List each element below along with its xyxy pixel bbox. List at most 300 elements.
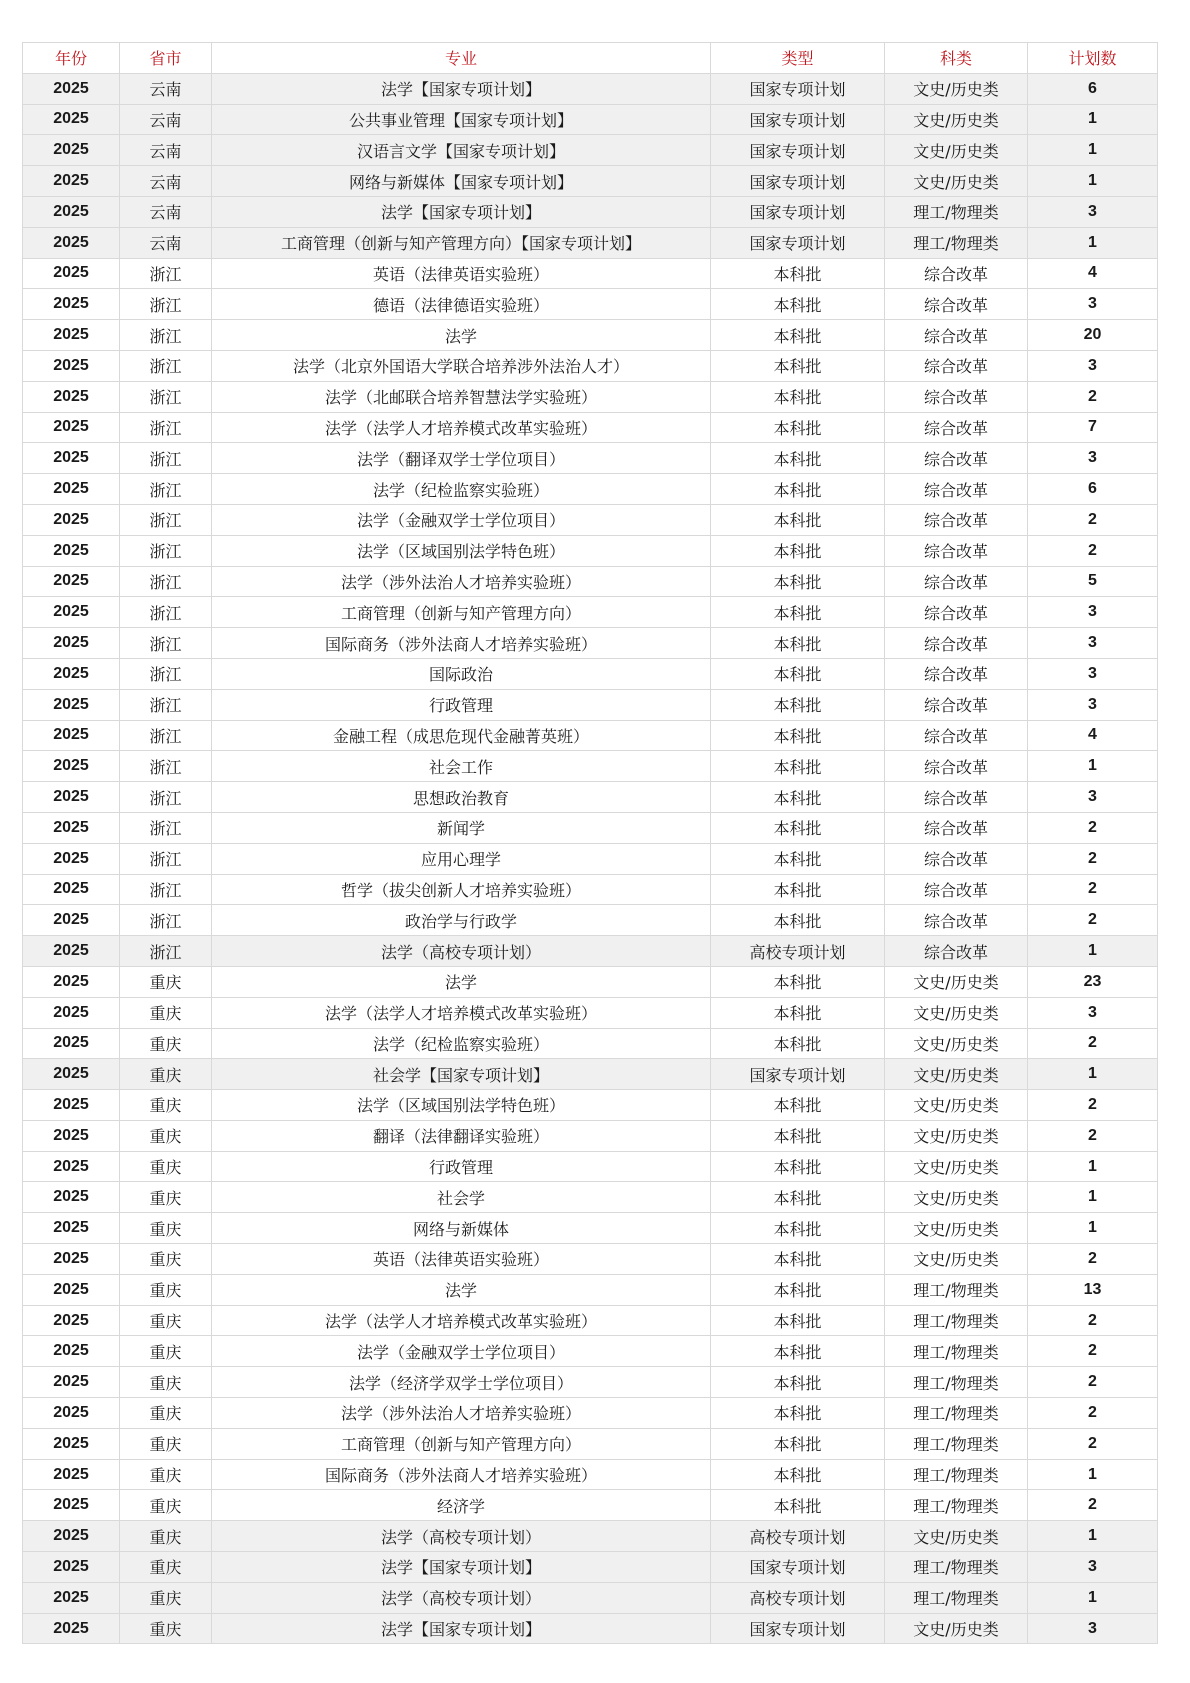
table-row (23, 720, 1158, 751)
cell-plan-count: 1 (1028, 751, 1158, 782)
cell-year: 2025 (23, 1459, 120, 1490)
cell-major: 法学 (212, 1274, 711, 1305)
cell-major: 行政管理 (212, 1151, 711, 1182)
cell-category: 综合改革 (885, 381, 1028, 412)
cell-year: 2025 (23, 1213, 120, 1244)
cell-year: 2025 (23, 720, 120, 751)
cell-major: 政治学与行政学 (212, 905, 711, 936)
cell-type: 高校专项计划 (711, 936, 885, 967)
cell-category: 文史/历史类 (885, 1028, 1028, 1059)
cell-type: 国家专项计划 (711, 1613, 885, 1644)
cell-major: 法学【国家专项计划】 (212, 1552, 711, 1583)
header-row (23, 43, 1158, 74)
cell-year: 2025 (23, 1059, 120, 1090)
table-row (23, 258, 1158, 289)
cell-category: 综合改革 (885, 258, 1028, 289)
cell-type: 国家专项计划 (711, 73, 885, 104)
cell-type: 本科批 (711, 874, 885, 905)
cell-province: 重庆 (120, 1582, 212, 1613)
cell-major: 经济学 (212, 1490, 711, 1521)
cell-province: 浙江 (120, 474, 212, 505)
cell-major: 社会学【国家专项计划】 (212, 1059, 711, 1090)
cell-category: 理工/物理类 (885, 1367, 1028, 1398)
cell-major: 德语（法律德语实验班） (212, 289, 711, 320)
cell-category: 理工/物理类 (885, 1274, 1028, 1305)
cell-major: 法学（法学人才培养模式改革实验班） (212, 997, 711, 1028)
cell-type: 本科批 (711, 997, 885, 1028)
cell-type: 国家专项计划 (711, 135, 885, 166)
table-row (23, 1244, 1158, 1275)
cell-category: 文史/历史类 (885, 966, 1028, 997)
table-row (23, 566, 1158, 597)
table-body (23, 73, 1158, 1644)
cell-year: 2025 (23, 1398, 120, 1429)
cell-province: 浙江 (120, 350, 212, 381)
cell-type: 本科批 (711, 1182, 885, 1213)
cell-type: 本科批 (711, 566, 885, 597)
cell-type: 国家专项计划 (711, 104, 885, 135)
cell-year: 2025 (23, 535, 120, 566)
cell-plan-count: 1 (1028, 227, 1158, 258)
cell-province: 浙江 (120, 720, 212, 751)
cell-major: 法学（翻译双学士学位项目） (212, 443, 711, 474)
cell-year: 2025 (23, 135, 120, 166)
table-row (23, 289, 1158, 320)
cell-plan-count: 3 (1028, 1613, 1158, 1644)
cell-type: 本科批 (711, 1090, 885, 1121)
table-row (23, 1305, 1158, 1336)
table-row (23, 1398, 1158, 1429)
cell-year: 2025 (23, 566, 120, 597)
cell-year: 2025 (23, 1244, 120, 1275)
cell-year: 2025 (23, 443, 120, 474)
cell-major: 法学（纪检监察实验班） (212, 1028, 711, 1059)
cell-major: 法学 (212, 966, 711, 997)
cell-plan-count: 6 (1028, 73, 1158, 104)
cell-plan-count: 23 (1028, 966, 1158, 997)
cell-category: 文史/历史类 (885, 997, 1028, 1028)
cell-category: 理工/物理类 (885, 1305, 1028, 1336)
cell-major: 汉语言文学【国家专项计划】 (212, 135, 711, 166)
cell-plan-count: 3 (1028, 597, 1158, 628)
cell-year: 2025 (23, 843, 120, 874)
cell-province: 重庆 (120, 1521, 212, 1552)
cell-province: 重庆 (120, 1059, 212, 1090)
cell-category: 理工/物理类 (885, 196, 1028, 227)
cell-major: 英语（法律英语实验班） (212, 258, 711, 289)
cell-province: 重庆 (120, 1244, 212, 1275)
cell-province: 重庆 (120, 1274, 212, 1305)
cell-major: 应用心理学 (212, 843, 711, 874)
cell-category: 文史/历史类 (885, 1213, 1028, 1244)
table-row (23, 227, 1158, 258)
cell-plan-count: 1 (1028, 1521, 1158, 1552)
cell-major: 社会学 (212, 1182, 711, 1213)
cell-plan-count: 2 (1028, 812, 1158, 843)
cell-province: 浙江 (120, 381, 212, 412)
cell-province: 浙江 (120, 658, 212, 689)
cell-category: 综合改革 (885, 566, 1028, 597)
cell-category: 理工/物理类 (885, 1428, 1028, 1459)
cell-major: 法学 (212, 320, 711, 351)
cell-plan-count: 2 (1028, 843, 1158, 874)
cell-type: 本科批 (711, 474, 885, 505)
cell-plan-count: 1 (1028, 1151, 1158, 1182)
cell-province: 浙江 (120, 504, 212, 535)
cell-type: 本科批 (711, 658, 885, 689)
cell-category: 综合改革 (885, 658, 1028, 689)
cell-year: 2025 (23, 1182, 120, 1213)
cell-major: 行政管理 (212, 689, 711, 720)
cell-province: 浙江 (120, 597, 212, 628)
table-row (23, 1120, 1158, 1151)
cell-year: 2025 (23, 350, 120, 381)
cell-category: 综合改革 (885, 782, 1028, 813)
cell-province: 重庆 (120, 1459, 212, 1490)
table-row (23, 751, 1158, 782)
cell-year: 2025 (23, 966, 120, 997)
cell-province: 重庆 (120, 1182, 212, 1213)
cell-province: 浙江 (120, 782, 212, 813)
cell-plan-count: 2 (1028, 1090, 1158, 1121)
cell-year: 2025 (23, 1521, 120, 1552)
cell-province: 浙江 (120, 320, 212, 351)
cell-category: 文史/历史类 (885, 1090, 1028, 1121)
cell-major: 法学（金融双学士学位项目） (212, 504, 711, 535)
cell-plan-count: 7 (1028, 412, 1158, 443)
cell-plan-count: 2 (1028, 535, 1158, 566)
cell-province: 浙江 (120, 412, 212, 443)
table-row (23, 782, 1158, 813)
cell-type: 本科批 (711, 1120, 885, 1151)
cell-type: 本科批 (711, 258, 885, 289)
cell-plan-count: 3 (1028, 689, 1158, 720)
cell-province: 重庆 (120, 1367, 212, 1398)
cell-plan-count: 2 (1028, 1490, 1158, 1521)
cell-major: 思想政治教育 (212, 782, 711, 813)
cell-plan-count: 3 (1028, 628, 1158, 659)
table-row (23, 1459, 1158, 1490)
cell-category: 文史/历史类 (885, 1182, 1028, 1213)
cell-category: 理工/物理类 (885, 1398, 1028, 1429)
cell-year: 2025 (23, 628, 120, 659)
table-row (23, 812, 1158, 843)
cell-year: 2025 (23, 504, 120, 535)
cell-plan-count: 1 (1028, 1059, 1158, 1090)
cell-type: 国家专项计划 (711, 1059, 885, 1090)
cell-category: 文史/历史类 (885, 135, 1028, 166)
table-row (23, 73, 1158, 104)
cell-category: 综合改革 (885, 628, 1028, 659)
cell-major: 英语（法律英语实验班） (212, 1244, 711, 1275)
cell-major: 工商管理（创新与知产管理方向）【国家专项计划】 (212, 227, 711, 258)
cell-year: 2025 (23, 1151, 120, 1182)
cell-major: 法学【国家专项计划】 (212, 73, 711, 104)
cell-province: 浙江 (120, 812, 212, 843)
cell-type: 本科批 (711, 1151, 885, 1182)
cell-province: 重庆 (120, 966, 212, 997)
cell-plan-count: 2 (1028, 905, 1158, 936)
table-row (23, 936, 1158, 967)
table-row (23, 166, 1158, 197)
cell-year: 2025 (23, 1367, 120, 1398)
cell-year: 2025 (23, 196, 120, 227)
cell-year: 2025 (23, 320, 120, 351)
cell-major: 法学（区域国别法学特色班） (212, 1090, 711, 1121)
cell-major: 法学（经济学双学士学位项目） (212, 1367, 711, 1398)
cell-category: 文史/历史类 (885, 1059, 1028, 1090)
cell-plan-count: 1 (1028, 166, 1158, 197)
cell-year: 2025 (23, 1552, 120, 1583)
cell-year: 2025 (23, 812, 120, 843)
cell-plan-count: 1 (1028, 1213, 1158, 1244)
cell-plan-count: 3 (1028, 658, 1158, 689)
cell-year: 2025 (23, 474, 120, 505)
cell-major: 法学（法学人才培养模式改革实验班） (212, 1305, 711, 1336)
cell-category: 理工/物理类 (885, 227, 1028, 258)
cell-plan-count: 1 (1028, 1182, 1158, 1213)
table-row (23, 1182, 1158, 1213)
cell-province: 重庆 (120, 997, 212, 1028)
cell-year: 2025 (23, 166, 120, 197)
cell-category: 综合改革 (885, 936, 1028, 967)
cell-category: 综合改革 (885, 412, 1028, 443)
cell-category: 综合改革 (885, 289, 1028, 320)
cell-plan-count: 1 (1028, 1459, 1158, 1490)
cell-province: 浙江 (120, 843, 212, 874)
table-row (23, 104, 1158, 135)
cell-plan-count: 5 (1028, 566, 1158, 597)
table-row (23, 1582, 1158, 1613)
cell-type: 本科批 (711, 289, 885, 320)
cell-province: 重庆 (120, 1028, 212, 1059)
cell-type: 本科批 (711, 812, 885, 843)
cell-type: 本科批 (711, 597, 885, 628)
cell-year: 2025 (23, 104, 120, 135)
cell-plan-count: 6 (1028, 474, 1158, 505)
table-row (23, 504, 1158, 535)
cell-year: 2025 (23, 1028, 120, 1059)
table-row (23, 1059, 1158, 1090)
cell-major: 国际政治 (212, 658, 711, 689)
cell-province: 重庆 (120, 1090, 212, 1121)
cell-type: 本科批 (711, 1367, 885, 1398)
table-row (23, 689, 1158, 720)
cell-type: 本科批 (711, 350, 885, 381)
cell-plan-count: 3 (1028, 350, 1158, 381)
cell-major: 法学（高校专项计划） (212, 936, 711, 967)
cell-type: 本科批 (711, 1244, 885, 1275)
cell-category: 综合改革 (885, 443, 1028, 474)
cell-category: 理工/物理类 (885, 1459, 1028, 1490)
cell-category: 综合改革 (885, 905, 1028, 936)
cell-plan-count: 4 (1028, 258, 1158, 289)
cell-category: 文史/历史类 (885, 1151, 1028, 1182)
table-row (23, 1613, 1158, 1644)
cell-category: 文史/历史类 (885, 1120, 1028, 1151)
cell-type: 国家专项计划 (711, 1552, 885, 1583)
cell-major: 法学【国家专项计划】 (212, 1613, 711, 1644)
cell-category: 文史/历史类 (885, 1244, 1028, 1275)
table-row (23, 1336, 1158, 1367)
cell-plan-count: 1 (1028, 104, 1158, 135)
cell-province: 重庆 (120, 1552, 212, 1583)
cell-province: 重庆 (120, 1428, 212, 1459)
cell-major: 金融工程（成思危现代金融菁英班） (212, 720, 711, 751)
cell-type: 本科批 (711, 751, 885, 782)
cell-type: 本科批 (711, 1398, 885, 1429)
header-plan-count: 计划数 (1028, 43, 1158, 74)
cell-year: 2025 (23, 1120, 120, 1151)
table-row (23, 412, 1158, 443)
table-row (23, 1552, 1158, 1583)
cell-province: 浙江 (120, 936, 212, 967)
cell-major: 新闻学 (212, 812, 711, 843)
cell-type: 本科批 (711, 689, 885, 720)
cell-plan-count: 3 (1028, 196, 1158, 227)
cell-year: 2025 (23, 597, 120, 628)
header-type: 类型 (711, 43, 885, 74)
cell-type: 本科批 (711, 1428, 885, 1459)
cell-major: 法学（北京外国语大学联合培养涉外法治人才） (212, 350, 711, 381)
header-year: 年份 (23, 43, 120, 74)
cell-year: 2025 (23, 1613, 120, 1644)
cell-province: 重庆 (120, 1398, 212, 1429)
cell-category: 文史/历史类 (885, 73, 1028, 104)
cell-type: 本科批 (711, 381, 885, 412)
cell-year: 2025 (23, 381, 120, 412)
cell-type: 本科批 (711, 412, 885, 443)
cell-province: 浙江 (120, 689, 212, 720)
cell-major: 法学（法学人才培养模式改革实验班） (212, 412, 711, 443)
cell-major: 法学（金融双学士学位项目） (212, 1336, 711, 1367)
cell-type: 本科批 (711, 1459, 885, 1490)
cell-major: 法学（高校专项计划） (212, 1582, 711, 1613)
cell-plan-count: 1 (1028, 936, 1158, 967)
cell-type: 本科批 (711, 320, 885, 351)
cell-province: 云南 (120, 196, 212, 227)
table-row (23, 535, 1158, 566)
cell-province: 云南 (120, 104, 212, 135)
header-province: 省市 (120, 43, 212, 74)
cell-plan-count: 3 (1028, 443, 1158, 474)
table-row (23, 1028, 1158, 1059)
cell-type: 高校专项计划 (711, 1521, 885, 1552)
cell-category: 综合改革 (885, 504, 1028, 535)
cell-plan-count: 3 (1028, 997, 1158, 1028)
table-row (23, 1151, 1158, 1182)
cell-major: 翻译（法律翻译实验班） (212, 1120, 711, 1151)
cell-category: 综合改革 (885, 320, 1028, 351)
cell-year: 2025 (23, 1490, 120, 1521)
cell-year: 2025 (23, 412, 120, 443)
cell-plan-count: 20 (1028, 320, 1158, 351)
cell-category: 理工/物理类 (885, 1490, 1028, 1521)
cell-plan-count: 2 (1028, 381, 1158, 412)
cell-type: 本科批 (711, 1336, 885, 1367)
cell-year: 2025 (23, 1274, 120, 1305)
cell-major: 网络与新媒体 (212, 1213, 711, 1244)
table-row (23, 658, 1158, 689)
cell-province: 云南 (120, 73, 212, 104)
cell-province: 重庆 (120, 1120, 212, 1151)
cell-category: 综合改革 (885, 535, 1028, 566)
cell-major: 法学（涉外法治人才培养实验班） (212, 566, 711, 597)
cell-plan-count: 2 (1028, 1367, 1158, 1398)
cell-type: 高校专项计划 (711, 1582, 885, 1613)
cell-year: 2025 (23, 658, 120, 689)
cell-major: 国际商务（涉外法商人才培养实验班） (212, 1459, 711, 1490)
cell-year: 2025 (23, 258, 120, 289)
table-row (23, 350, 1158, 381)
table-row (23, 474, 1158, 505)
cell-major: 工商管理（创新与知产管理方向） (212, 597, 711, 628)
table-row (23, 874, 1158, 905)
cell-category: 综合改革 (885, 474, 1028, 505)
cell-type: 本科批 (711, 628, 885, 659)
cell-plan-count: 2 (1028, 1428, 1158, 1459)
cell-category: 综合改革 (885, 812, 1028, 843)
cell-province: 浙江 (120, 566, 212, 597)
header-category: 科类 (885, 43, 1028, 74)
cell-province: 重庆 (120, 1213, 212, 1244)
cell-type: 本科批 (711, 905, 885, 936)
cell-major: 国际商务（涉外法商人才培养实验班） (212, 628, 711, 659)
cell-year: 2025 (23, 227, 120, 258)
table-row (23, 196, 1158, 227)
cell-year: 2025 (23, 936, 120, 967)
enrollment-plan-table-container (22, 42, 1157, 1644)
cell-category: 综合改革 (885, 689, 1028, 720)
cell-type: 本科批 (711, 1274, 885, 1305)
cell-major: 哲学（拔尖创新人才培养实验班） (212, 874, 711, 905)
cell-type: 国家专项计划 (711, 227, 885, 258)
cell-category: 综合改革 (885, 874, 1028, 905)
table-row (23, 997, 1158, 1028)
cell-province: 浙江 (120, 535, 212, 566)
cell-type: 本科批 (711, 1213, 885, 1244)
cell-province: 重庆 (120, 1151, 212, 1182)
cell-plan-count: 2 (1028, 874, 1158, 905)
cell-major: 法学（涉外法治人才培养实验班） (212, 1398, 711, 1429)
cell-year: 2025 (23, 997, 120, 1028)
table-row (23, 1367, 1158, 1398)
table-row (23, 135, 1158, 166)
cell-plan-count: 4 (1028, 720, 1158, 751)
table-row (23, 1090, 1158, 1121)
cell-type: 国家专项计划 (711, 196, 885, 227)
cell-category: 文史/历史类 (885, 1613, 1028, 1644)
table-row (23, 597, 1158, 628)
table-row (23, 320, 1158, 351)
cell-category: 综合改革 (885, 597, 1028, 628)
enrollment-plan-table (22, 42, 1158, 1644)
cell-province: 浙江 (120, 258, 212, 289)
cell-year: 2025 (23, 782, 120, 813)
cell-province: 重庆 (120, 1336, 212, 1367)
cell-plan-count: 2 (1028, 1120, 1158, 1151)
cell-type: 本科批 (711, 1305, 885, 1336)
cell-category: 理工/物理类 (885, 1582, 1028, 1613)
cell-major: 公共事业管理【国家专项计划】 (212, 104, 711, 135)
cell-plan-count: 2 (1028, 504, 1158, 535)
cell-category: 文史/历史类 (885, 166, 1028, 197)
table-row (23, 966, 1158, 997)
cell-province: 浙江 (120, 289, 212, 320)
cell-type: 本科批 (711, 443, 885, 474)
cell-type: 国家专项计划 (711, 166, 885, 197)
cell-year: 2025 (23, 73, 120, 104)
